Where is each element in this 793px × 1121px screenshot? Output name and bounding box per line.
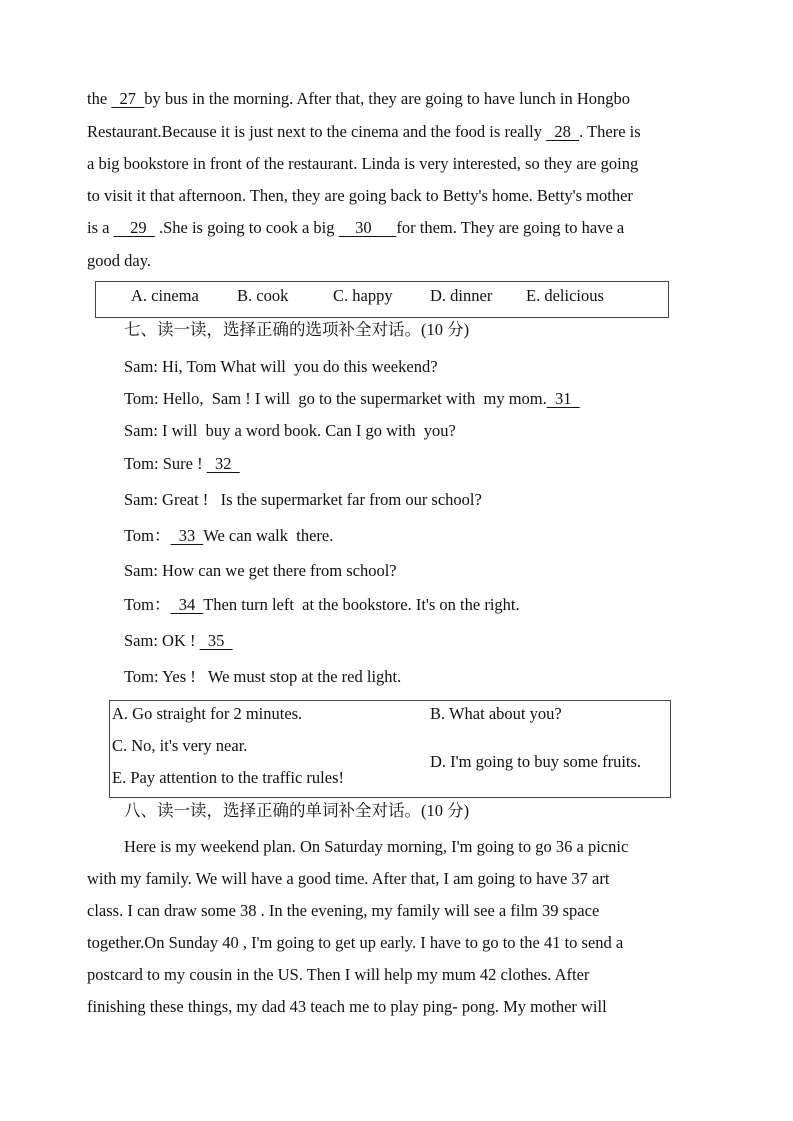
dialogue-line-7: Sam: How can we get there from school? [124, 561, 397, 580]
text-segment: .She is going to cook a big [154, 218, 339, 237]
dialogue-line-10: Tom: Yes ! We must stop at the red light. [124, 667, 402, 686]
option-b: B. What about you? [430, 704, 562, 723]
text-segment: Tom: Sure ! [124, 454, 207, 473]
dialogue-line-5: Sam: Great ! Is the supermarket far from our school? [124, 490, 482, 509]
passage-line-2 [87, 122, 703, 142]
passage2-line-1 [124, 837, 704, 857]
option-a: A. Go straight for 2 minutes. [112, 704, 303, 723]
option-e: E. delicious [526, 286, 604, 305]
option-b: B. cook [237, 286, 289, 305]
text-segment: Restaurant.Because it is just next to the cinema and the food is really [87, 122, 547, 141]
dialogue-line-9 [124, 631, 233, 651]
option-d: D. I'm going to buy some fruits. [430, 752, 642, 771]
passage-line-5 [87, 218, 703, 238]
text-segment: by bus in the morning. After that, they are going to have lunch in Hongbo [144, 89, 631, 108]
blank-30: 30 [338, 218, 397, 237]
blank-34: 34 [170, 595, 204, 614]
text-segment: Then turn left at the bookstore. It's on the right. [203, 595, 520, 614]
dialogue-line-2 [124, 389, 580, 409]
blank-33: 33 [170, 526, 204, 545]
text-segment: Here is my weekend plan. On Saturday morning, I'm going to go 36 a picnic [124, 837, 629, 856]
passage2-line-5: postcard to my cousin in the US. Then I will help my mum 42 clothes. After [87, 965, 590, 984]
text-segment: . There is [579, 122, 641, 141]
section-7-heading: 七、读一读，选择正确的选项补全对话。(10 分) [124, 320, 470, 339]
passage-line-3: a big bookstore in front of the restaurant. Linda is very interested, so they are going [87, 154, 639, 173]
option-a: A. cinema [131, 286, 199, 305]
option-c: C. No, it's very near. [112, 736, 248, 755]
option-e: E. Pay attention to the traffic rules! [112, 768, 344, 787]
dialogue-line-6 [124, 526, 333, 546]
text-segment: for them. They are going to have a [396, 218, 625, 237]
text-segment: the [87, 89, 112, 108]
passage2-line-3: class. I can draw some 38 . In the evening, my family will see a film 39 space [87, 901, 600, 920]
passage-line-1 [87, 89, 703, 109]
passage2-line-2: with my family. We will have a good time. After that, I am going to have 37 art [87, 869, 610, 888]
text-segment: Sam: OK ! [124, 631, 200, 650]
dialogue-line-3: Sam: I will buy a word book. Can I go with you? [124, 421, 456, 440]
blank-32: 32 [206, 454, 240, 473]
option-d: D. dinner [430, 286, 493, 305]
text-segment: We can walk there. [203, 526, 334, 545]
dialogue-line-1: Sam: Hi, Tom What will you do this weekend? [124, 357, 438, 376]
passage-line-6: good day. [87, 251, 152, 270]
passage2-line-6: finishing these things, my dad 43 teach me to play ping- pong. My mother will [87, 997, 607, 1016]
text-segment: Tom： [124, 526, 171, 545]
blank-28: 28 [546, 122, 580, 141]
text-segment: Tom： [124, 595, 171, 614]
blank-27: 27 [111, 89, 145, 108]
text-segment: Tom: Hello, Sam ! I will go to the supermarket with my mom. [124, 389, 547, 408]
passage2-line-4: together.On Sunday 40 , I'm going to get up early. I have to go to the 41 to send a [87, 933, 624, 952]
passage-line-4: to visit it that afternoon. Then, they are going back to Betty's home. Betty's mother [87, 186, 633, 205]
section-8-heading: 八、读一读，选择正确的单词补全对话。(10 分) [124, 801, 470, 820]
blank-35: 35 [199, 631, 233, 650]
blank-31: 31 [546, 389, 580, 408]
option-c: C. happy [333, 286, 393, 305]
blank-29: 29 [113, 218, 155, 237]
dialogue-line-4 [124, 454, 240, 474]
text-segment: is a [87, 218, 114, 237]
dialogue-line-8 [124, 595, 520, 615]
